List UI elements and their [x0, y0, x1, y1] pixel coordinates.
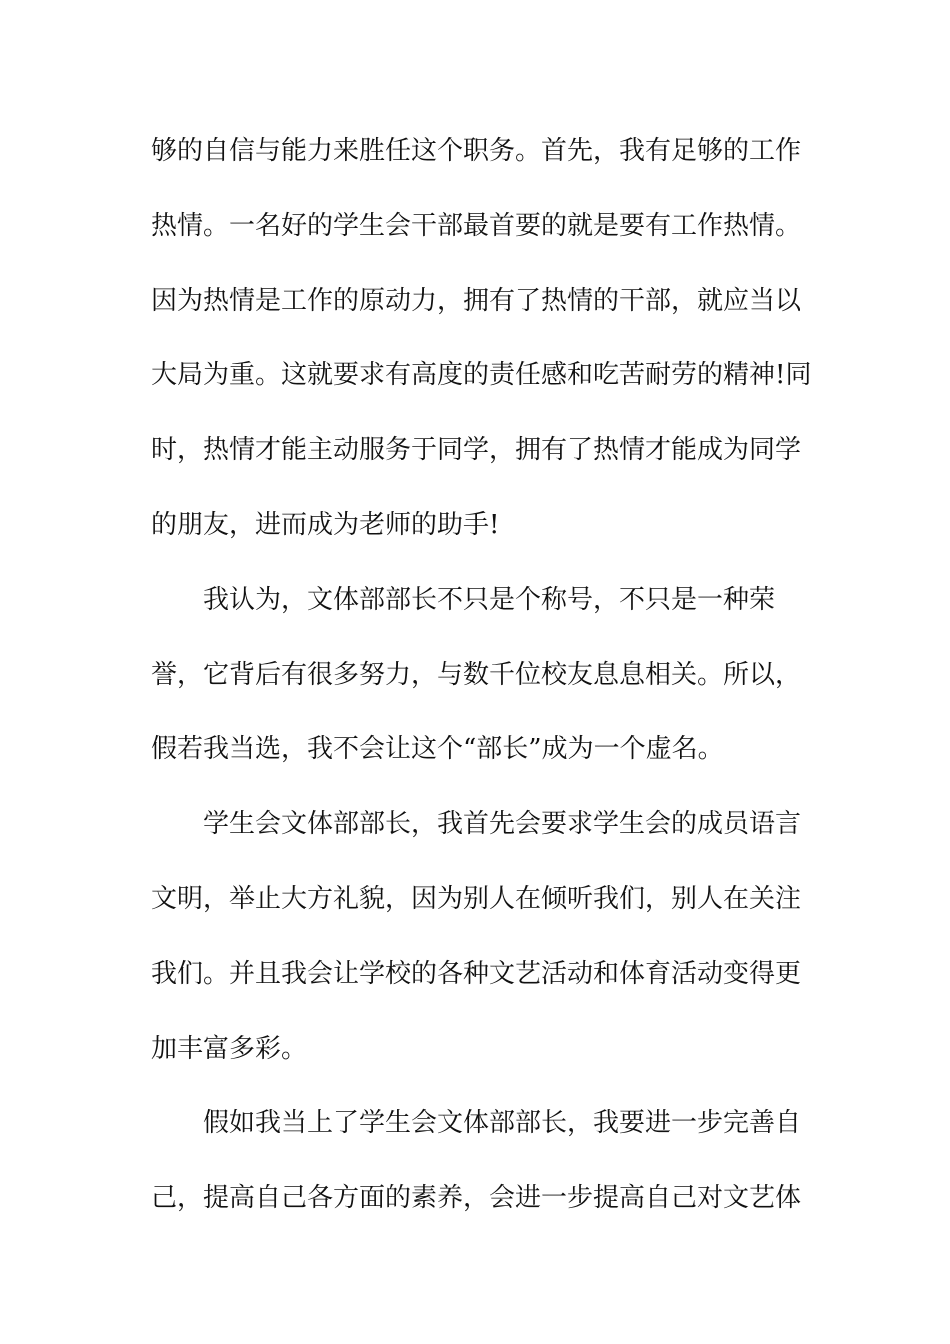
text-line: 加丰富多彩。	[151, 1033, 308, 1064]
paragraph-first-line: 我认为，文体部部长不只是个称号，不只是一种荣	[203, 584, 776, 615]
text-line: 够的自信与能力来胜任这个职务。首先，我有足够的工作	[151, 136, 802, 166]
body-text	[151, 129, 812, 1251]
text-line: 我们。并且我会让学校的各种文艺活动和体育活动变得更	[151, 958, 802, 989]
text-line: 大局为重。这就要求有高度的责任感和吃苦耐劳的精神!同	[151, 360, 812, 391]
text-line: 假若我当选，我不会让这个“部长”成为一个虚名。	[151, 734, 724, 765]
paragraph-first-line: 假如我当上了学生会文体部部长，我要进一步完善自	[203, 1108, 802, 1139]
text-line: 因为热情是工作的原动力，拥有了热情的干部，就应当以	[151, 285, 802, 316]
text-line: 己，提高自己各方面的素养，会进一步提高自己对文艺体	[151, 1183, 802, 1214]
text-line: 誉，它背后有很多努力，与数千位校友息息相关。所以，	[151, 659, 802, 690]
text-line: 的朋友，进而成为老师的助手!	[151, 509, 500, 540]
text-line: 热情。一名好的学生会干部最首要的就是要有工作热情。	[151, 210, 802, 241]
paragraph-first-line: 学生会文体部部长，我首先会要求学生会的成员语言	[203, 809, 802, 840]
text-line: 文明，举止大方礼貌，因为别人在倾听我们，别人在关注	[151, 883, 802, 914]
text-line: 时，热情才能主动服务于同学，拥有了热情才能成为同学	[151, 435, 802, 466]
